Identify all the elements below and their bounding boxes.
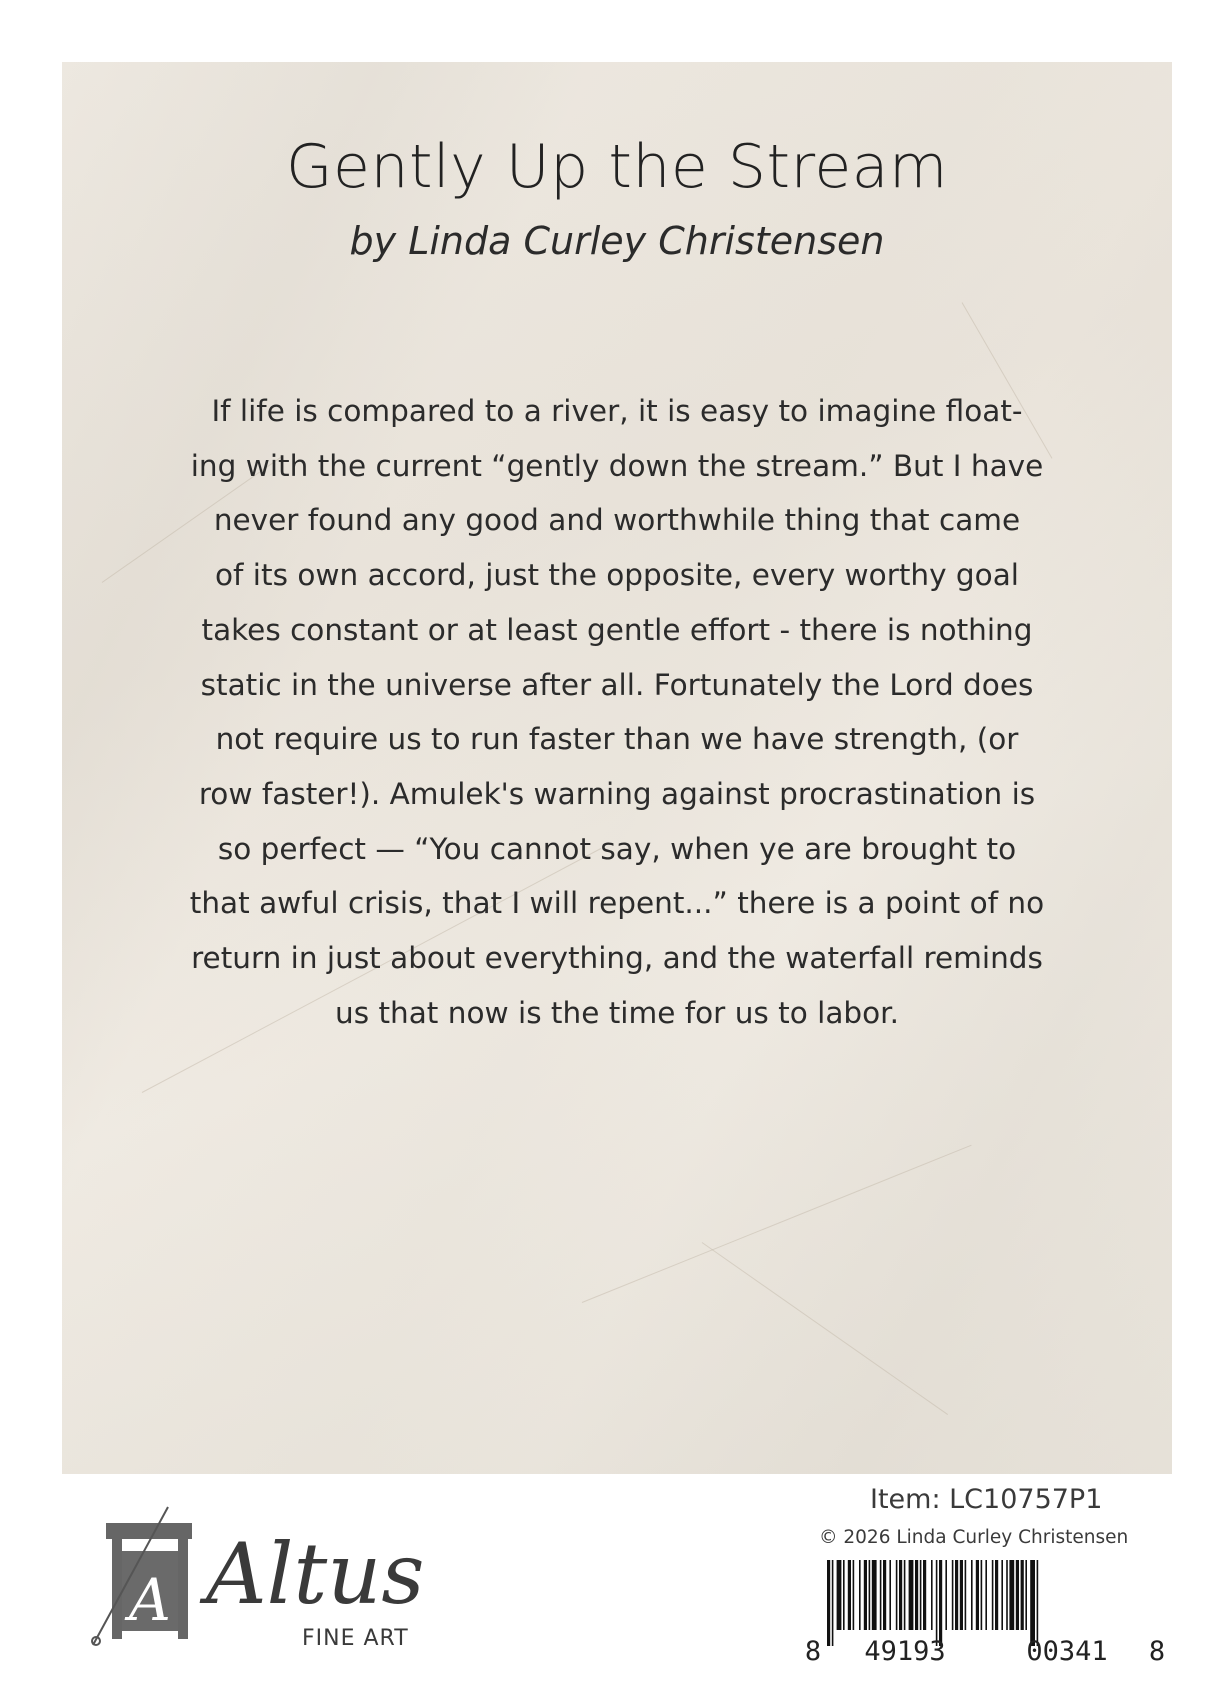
- body-line: not require us to run faster than we have strength, (or: [215, 722, 1019, 757]
- body-line: us that now is the time for us to labor.: [335, 995, 899, 1030]
- barcode-bar: [843, 1560, 845, 1630]
- logo-subtitle: FINE ART: [302, 1626, 409, 1651]
- barcode-bar: [992, 1560, 994, 1630]
- marble-background-panel: [62, 62, 1172, 1474]
- barcode-digit-group: 00341: [1026, 1636, 1108, 1664]
- barcode-bar: [904, 1560, 906, 1630]
- barcode-bar: [995, 1560, 998, 1630]
- barcode-bar: [965, 1560, 967, 1630]
- document-title: Gently Up the Stream: [286, 132, 948, 202]
- body-paragraph: [122, 384, 1112, 1040]
- item-number: Item: LC10757P1: [870, 1484, 1103, 1515]
- barcode-bar: [859, 1560, 861, 1630]
- barcode-bar: [923, 1560, 926, 1630]
- barcode-bar: [853, 1560, 855, 1630]
- barcode-bar: [880, 1560, 882, 1630]
- barcode-bar: [920, 1560, 922, 1630]
- altus-fine-art-logo: [88, 1505, 448, 1655]
- barcode-bars: [827, 1560, 1038, 1646]
- barcode-bar: [915, 1560, 918, 1630]
- body-line: never found any good and worthwhile thing that came: [213, 503, 1021, 538]
- barcode-bar: [1037, 1560, 1039, 1646]
- body-line: row faster!). Amulek's warning against procrastination is: [198, 776, 1036, 811]
- barcode-bar: [883, 1560, 886, 1630]
- barcode-bar: [1009, 1560, 1014, 1630]
- marble-vein: [582, 1145, 972, 1303]
- barcode-bar: [945, 1560, 947, 1630]
- barcode-bar: [981, 1560, 983, 1630]
- barcode-bar: [1006, 1560, 1008, 1630]
- barcode-bar: [1016, 1560, 1019, 1630]
- barcode-bar: [960, 1560, 963, 1630]
- body-line: of its own accord, just the opposite, every worthy goal: [215, 558, 1019, 593]
- barcode-bar: [872, 1560, 877, 1630]
- body-line: static in the universe after all. Fortunately the Lord does: [200, 667, 1034, 702]
- barcode-bar: [1025, 1560, 1027, 1630]
- author-byline: by Linda Curley Christensen: [349, 219, 885, 263]
- barcode-bar: [955, 1560, 958, 1630]
- body-line: that awful crisis, that I will repent...” there is a point of no: [189, 886, 1045, 921]
- barcode-bar: [909, 1560, 914, 1630]
- body-line: If life is compared to a river, it is easy to imagine float-: [211, 394, 1023, 428]
- barcode-bar: [827, 1560, 830, 1646]
- barcode-digit-group: 49193: [864, 1636, 946, 1664]
- barcode-bar: [952, 1560, 954, 1630]
- barcode-bar: [936, 1560, 938, 1646]
- barcode-bar: [1001, 1560, 1003, 1630]
- barcode-bar: [939, 1560, 942, 1646]
- barcode-bar: [985, 1560, 987, 1630]
- copyright-notice: © 2026 Linda Curley Christensen: [819, 1527, 1129, 1548]
- barcode-bar: [931, 1560, 933, 1630]
- barcode-bar: [1030, 1560, 1035, 1646]
- barcode-bar: [832, 1560, 834, 1646]
- body-line: takes constant or at least gentle effort - there is nothing: [201, 612, 1033, 647]
- barcode-bar: [971, 1560, 973, 1630]
- barcode-bar: [899, 1560, 902, 1630]
- barcode-bar: [896, 1560, 898, 1630]
- barcode-digit-group: 8: [1148, 1636, 1165, 1664]
- upc-barcode: [805, 1560, 1165, 1664]
- barcode-bar: [837, 1560, 842, 1630]
- marble-vein: [702, 1242, 948, 1415]
- barcode-bar: [848, 1560, 851, 1630]
- barcode-bar: [869, 1560, 871, 1630]
- logo-monogram: A: [129, 1566, 171, 1634]
- barcode-bar: [976, 1560, 979, 1630]
- body-line: so perfect — “You cannot say, when ye are brought to: [217, 831, 1017, 866]
- barcode-digit-group: 8: [805, 1636, 822, 1664]
- barcode-bar: [1021, 1560, 1024, 1630]
- body-line: ing with the current “gently down the stream.” But I have: [190, 448, 1044, 483]
- barcode-bar: [889, 1560, 891, 1630]
- barcode-bar: [864, 1560, 867, 1630]
- logo-wordmark: Altus: [206, 1525, 425, 1623]
- body-line: return in just about everything, and the waterfall reminds: [191, 941, 1043, 976]
